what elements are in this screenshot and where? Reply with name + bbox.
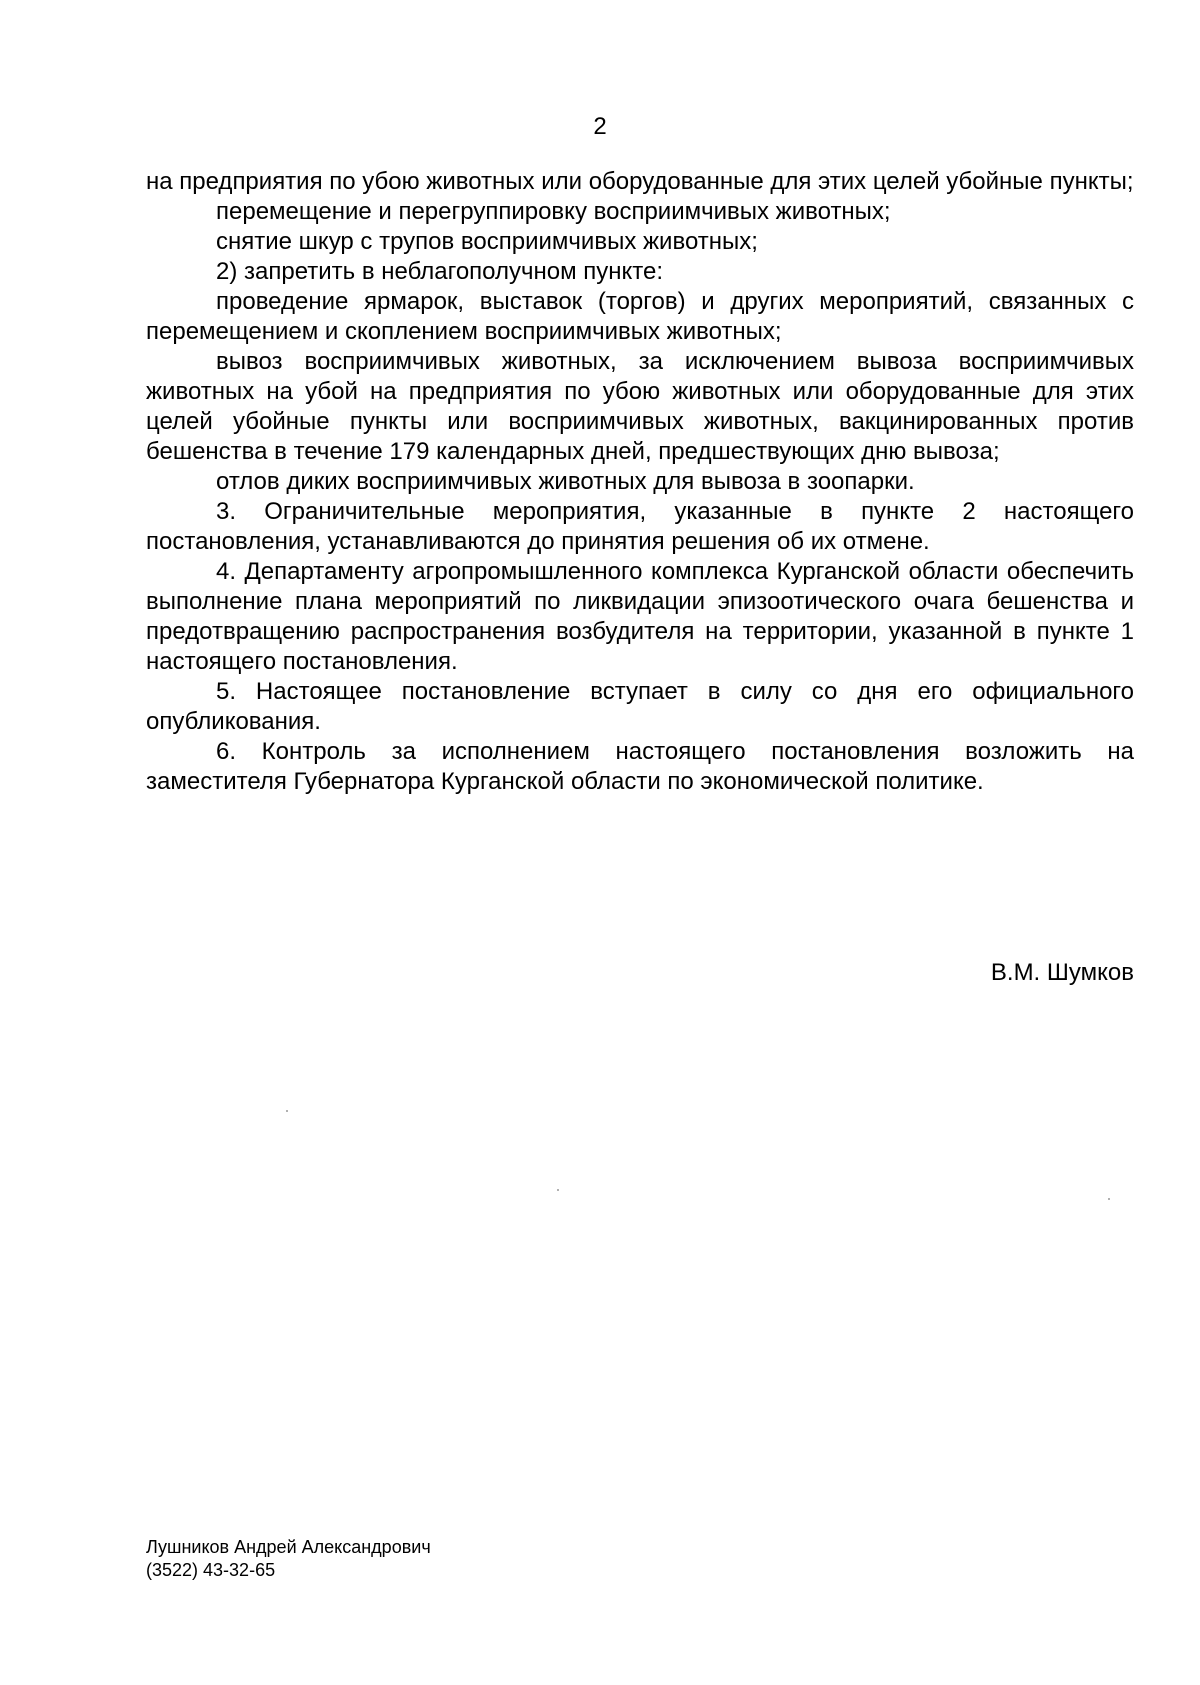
- scan-speck: [557, 1189, 559, 1191]
- signature: В.М. Шумков: [990, 959, 1134, 986]
- paragraph-clause-4: 4. Департаменту агропромышленного комплекса Курганской области обеспечить выполнение плана мероприятий по ликвидации эпизоотического очага бешенства и предотвращению распространения возбудителя на территории, указанной в пункте 1 настоящего постановления.: [146, 558, 1134, 675]
- paragraph-item: 2) запретить в неблагополучном пункте:: [216, 258, 664, 285]
- paragraph-clause-6: 6. Контроль за исполнением настоящего постановления возложить на заместителя Губернатора Курганской области по экономической политике.: [146, 738, 1134, 795]
- scan-speck: [286, 1110, 288, 1112]
- paragraph-clause-5: 5. Настоящее постановление вступает в силу со дня его официального опубликования.: [146, 678, 1134, 735]
- paragraph-item: снятие шкур с трупов восприимчивых животных;: [216, 228, 758, 255]
- paragraph-item: проведение ярмарок, выставок (торгов) и других мероприятий, связанных с перемещением и скоплением восприимчивых животных;: [146, 288, 1134, 345]
- document-body: [146, 167, 1134, 797]
- page-number: 2: [593, 113, 607, 140]
- paragraph-item: вывоз восприимчивых животных, за исключением вывоза восприимчивых животных на убой на предприятия по убою животных или оборудованные для этих целей убойные пункты или восприимчивых животных, вакцинированных против бешенства в течение 179 календарных дней, предшествующих дню вывоза;: [146, 348, 1134, 465]
- paragraph-clause-3: 3. Ограничительные мероприятия, указанные в пункте 2 настоящего постановления, устанавливаются до принятия решения об их отмене.: [146, 498, 1134, 555]
- executor-footer: [146, 1536, 431, 1582]
- scan-speck: [1108, 1198, 1110, 1200]
- paragraph-item: отлов диких восприимчивых животных для вывоза в зоопарки.: [216, 468, 915, 495]
- executor-name: Лушников Андрей Александрович: [146, 1537, 431, 1557]
- paragraph-item: перемещение и перегруппировку восприимчивых животных;: [216, 198, 891, 225]
- paragraph-continuation: на предприятия по убою животных или оборудованные для этих целей убойные пункты;: [146, 168, 1134, 195]
- executor-phone: (3522) 43-32-65: [146, 1560, 276, 1580]
